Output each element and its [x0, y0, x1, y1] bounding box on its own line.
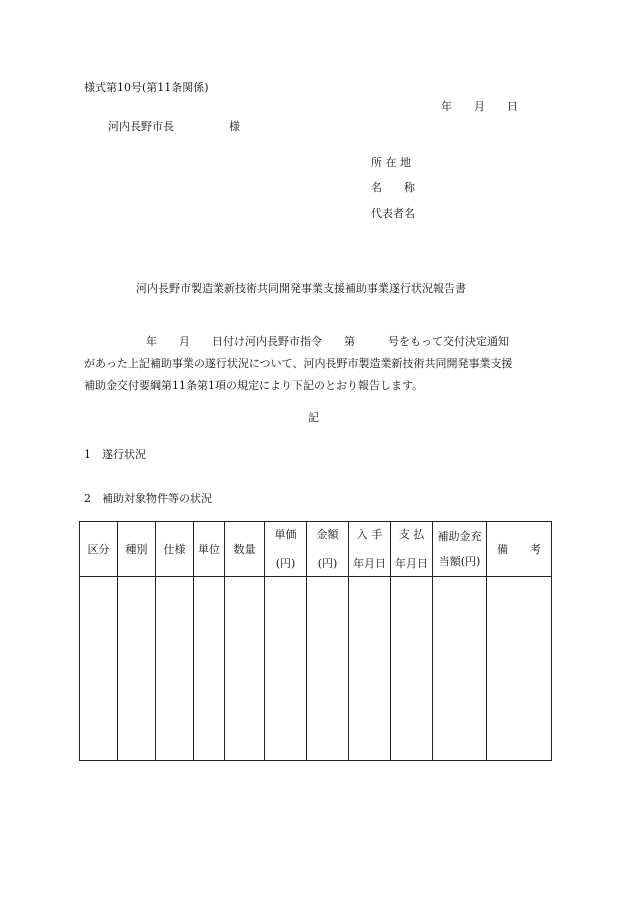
cell-suuryou[interactable]: [225, 577, 265, 761]
header-kingaku-top: 金額: [316, 528, 339, 541]
table-header-row: [80, 522, 552, 577]
addressee: 河内長野市長 様: [108, 120, 240, 133]
header-nyushu-bottom: 年月日: [353, 557, 386, 570]
header-shiharai-top: 支 払: [398, 528, 425, 541]
body-line-3: 補助金交付要綱第11条第1項の規定により下記のとおり報告します。: [84, 379, 424, 392]
cell-kubun[interactable]: [80, 577, 118, 761]
section-items: 2 補助対象物件等の状況: [84, 492, 212, 505]
body-line-2: があった上記補助事業の遂行状況について、河内長野市製造業新技術共同開発事業支援: [84, 357, 513, 370]
header-suuryou: 数量: [225, 522, 265, 577]
header-hojokin: [433, 522, 487, 577]
cell-shubetsu[interactable]: [118, 577, 156, 761]
ki-heading: 記: [308, 411, 319, 424]
address-label: 所 在 地: [371, 156, 411, 169]
header-kingaku-bottom: (円): [317, 557, 338, 570]
header-tanka-top: 単価: [274, 528, 297, 541]
header-shubetsu: 種別: [118, 522, 156, 577]
header-tanka: [265, 522, 307, 577]
cell-tani[interactable]: [194, 577, 225, 761]
date-line: 年 月 日: [441, 100, 518, 113]
header-nyushu-top: 入 手: [356, 528, 383, 541]
header-shiharai: [391, 522, 433, 577]
cell-shiyou[interactable]: [156, 577, 194, 761]
form-number: 様式第10号(第11条関係): [84, 81, 209, 94]
header-nyushu: [349, 522, 391, 577]
section-progress: 1 遂行状況: [84, 448, 146, 461]
header-kubun: 区分: [80, 522, 118, 577]
header-shiyou: 仕様: [156, 522, 194, 577]
document-title: 河内長野市製造業新技術共同開発事業支援補助事業遂行状況報告書: [136, 282, 466, 295]
cell-tanka[interactable]: [265, 577, 307, 761]
header-hojokin-bottom: 当額(円): [438, 555, 481, 568]
items-table: [79, 521, 552, 761]
header-biko: 備 考: [487, 522, 552, 577]
header-kingaku: [307, 522, 349, 577]
body-paragraph: [84, 336, 554, 402]
header-shiharai-bottom: 年月日: [395, 557, 428, 570]
cell-shiharai[interactable]: [391, 577, 433, 761]
body-line-1: 年 月 日付け河内長野市指令 第 号をもって交付決定通知: [146, 335, 509, 348]
cell-biko[interactable]: [487, 577, 552, 761]
cell-nyushu[interactable]: [349, 577, 391, 761]
name-label: 名 称: [371, 181, 415, 194]
cell-kingaku[interactable]: [307, 577, 349, 761]
header-hojokin-top: 補助金充: [437, 530, 482, 543]
table-row: [80, 577, 552, 761]
header-tanka-bottom: (円): [275, 557, 296, 570]
cell-hojokin[interactable]: [433, 577, 487, 761]
representative-label: 代表者名: [371, 207, 415, 220]
header-tani: 単位: [194, 522, 225, 577]
